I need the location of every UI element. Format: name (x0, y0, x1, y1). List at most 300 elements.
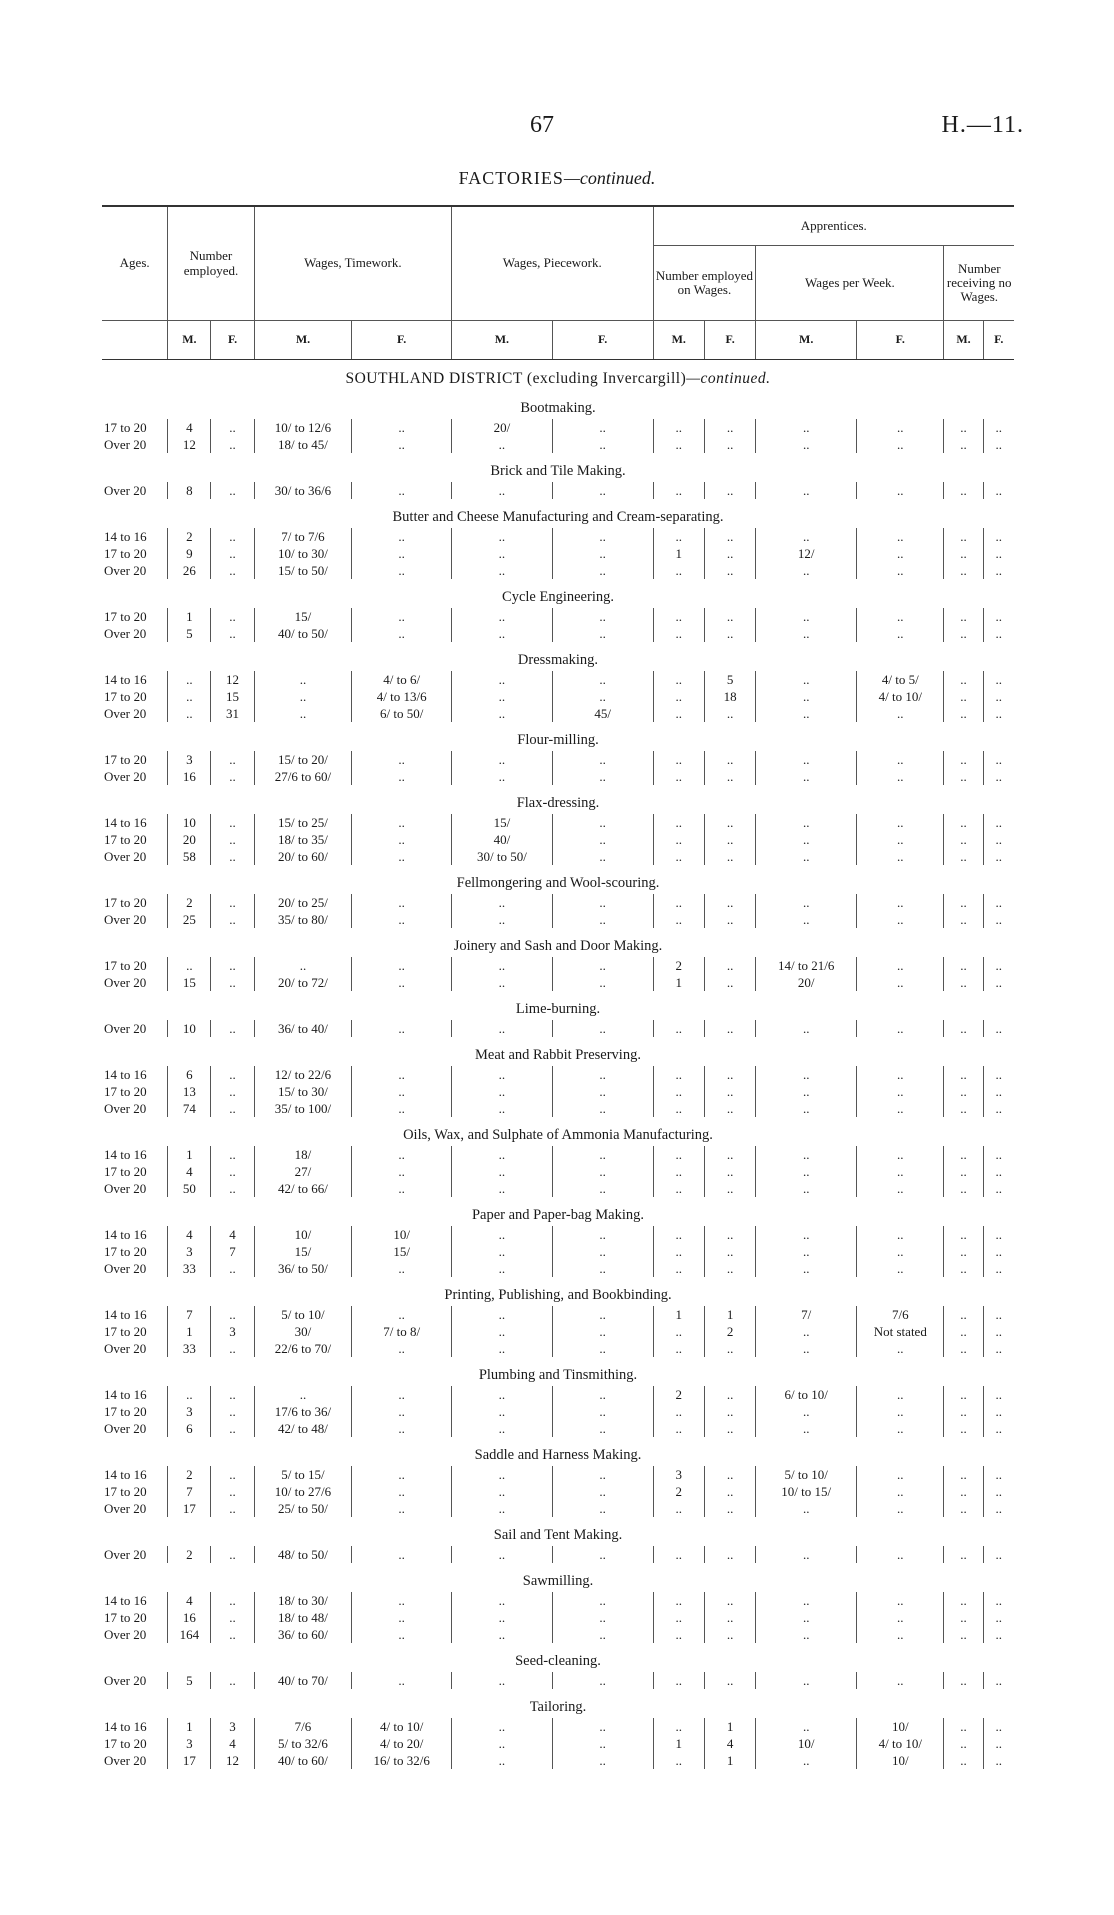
apprentice-employed-m-cell: .. (653, 1146, 704, 1163)
timework-f-cell: 15/ (352, 1243, 452, 1260)
timework-m-cell: 5/ to 15/ (254, 1466, 352, 1483)
employed-m-cell: 8 (168, 482, 211, 499)
timework-m-cell: 40/ to 50/ (254, 625, 352, 642)
apprentice-wage-f-cell: .. (857, 911, 944, 928)
apprentice-employed-m-cell: .. (653, 671, 704, 688)
no-wage-m-cell: .. (944, 814, 983, 831)
employed-m-cell: 16 (168, 1609, 211, 1626)
header-wages-timework: Wages, Timework. (254, 206, 451, 321)
apprentice-employed-f-cell: .. (704, 545, 755, 562)
table-row (102, 1386, 1014, 1403)
piecework-f-cell: .. (552, 1626, 653, 1643)
header-apprentices-no-wages: Number receiving no Wages. (946, 260, 1012, 305)
district-suffix: —continued. (686, 370, 771, 387)
no-wage-f-cell: .. (995, 563, 1003, 578)
apprentice-employed-m-cell: 2 (653, 1483, 704, 1500)
age-cell: Over 20 (102, 1500, 168, 1517)
timework-f-cell: .. (352, 1672, 452, 1689)
no-wage-f-cell: .. (995, 1227, 1003, 1242)
apprentice-wage-f-cell: .. (857, 562, 944, 579)
no-wage-f-cell: .. (995, 1753, 1003, 1768)
no-wage-m-cell: .. (944, 625, 983, 642)
timework-f-cell: .. (352, 814, 452, 831)
apprentice-employed-m-cell: .. (653, 1243, 704, 1260)
apprentice-employed-f-cell: 2 (704, 1323, 755, 1340)
apprentice-employed-f-cell: .. (704, 974, 755, 991)
timework-f-cell: .. (352, 482, 452, 499)
timework-f-cell: .. (352, 1180, 452, 1197)
no-wage-m-cell: .. (944, 1180, 983, 1197)
no-wage-f-cell: .. (995, 1244, 1003, 1259)
apprentice-employed-m-cell: .. (653, 705, 704, 722)
employed-f-cell: .. (211, 1163, 254, 1180)
employed-f-cell: 31 (211, 705, 254, 722)
piecework-m-cell: .. (452, 545, 553, 562)
piecework-m-cell: .. (452, 911, 553, 928)
piecework-f-cell: .. (552, 1083, 653, 1100)
piecework-f-cell: .. (552, 848, 653, 865)
apprentice-wage-m-cell: .. (756, 1323, 857, 1340)
section-heading: Sawmilling. (522, 1573, 594, 1589)
no-wage-m-cell: .. (944, 482, 983, 499)
apprentice-employed-f-cell: .. (704, 608, 755, 625)
apprentice-wage-m-cell: .. (756, 1226, 857, 1243)
piecework-m-cell: .. (452, 1340, 553, 1357)
no-wage-m-cell: .. (944, 1100, 983, 1117)
apprentice-wage-m-cell: .. (756, 1592, 857, 1609)
apprentice-employed-m-cell: .. (653, 1020, 704, 1037)
timework-m-cell: 20/ to 25/ (254, 894, 352, 911)
timework-m-cell: 27/ (254, 1163, 352, 1180)
piecework-m-cell: .. (452, 1592, 553, 1609)
section-heading: Butter and Cheese Manufacturing and Cream-separating. (392, 509, 724, 525)
section-heading: Printing, Publishing, and Bookbinding. (444, 1287, 672, 1303)
title-main: FACTORIES (458, 168, 564, 188)
employed-m-cell: 33 (168, 1340, 211, 1357)
employed-m-cell: 10 (168, 1020, 211, 1037)
timework-m-cell: 18/ to 35/ (254, 831, 352, 848)
section-heading: Flour-milling. (517, 732, 599, 748)
piecework-m-cell: .. (452, 1180, 553, 1197)
employed-f-cell: .. (211, 436, 254, 453)
employed-m-cell: 12 (168, 436, 211, 453)
apprentice-wage-m-cell: .. (756, 1340, 857, 1357)
table-row (102, 625, 1014, 642)
table-row (102, 911, 1014, 928)
table-row (102, 1306, 1014, 1323)
apprentice-employed-f-cell: .. (704, 911, 755, 928)
age-cell: Over 20 (102, 705, 168, 722)
apprentice-employed-m-cell: .. (653, 1083, 704, 1100)
timework-f-cell: 4/ to 6/ (352, 671, 452, 688)
piecework-f-cell: .. (552, 1323, 653, 1340)
apprentice-wage-m-cell: .. (756, 1066, 857, 1083)
timework-f-cell: .. (352, 625, 452, 642)
header-ages-sub (102, 321, 168, 360)
header-number-employed: Number employed. (168, 206, 254, 321)
apprentice-wage-m-cell: 20/ (756, 974, 857, 991)
apprentice-employed-f-cell: .. (704, 419, 755, 436)
piecework-f-cell: .. (552, 419, 653, 436)
timework-f-cell: .. (352, 1609, 452, 1626)
timework-m-cell: .. (254, 671, 352, 688)
header-m: M. (452, 321, 553, 360)
apprentice-wage-f-cell: .. (857, 1260, 944, 1277)
piecework-m-cell: 15/ (452, 814, 553, 831)
no-wage-m-cell: .. (944, 1500, 983, 1517)
timework-f-cell: .. (352, 957, 452, 974)
no-wage-m-cell: .. (944, 848, 983, 865)
table-row (102, 1180, 1014, 1197)
timework-m-cell: 15/ to 20/ (254, 751, 352, 768)
no-wage-f-cell: .. (995, 1181, 1003, 1196)
age-cell: 14 to 16 (102, 1386, 168, 1403)
timework-m-cell: 15/ to 50/ (254, 562, 352, 579)
no-wage-m-cell: .. (944, 608, 983, 625)
piecework-f-cell: .. (552, 1306, 653, 1323)
timework-f-cell: .. (352, 436, 452, 453)
section-heading-row (102, 1117, 1014, 1146)
apprentice-employed-f-cell: .. (704, 1592, 755, 1609)
employed-f-cell: .. (211, 1609, 254, 1626)
piecework-f-cell: .. (552, 1243, 653, 1260)
apprentice-employed-f-cell: 1 (704, 1718, 755, 1735)
apprentice-employed-m-cell: .. (653, 1592, 704, 1609)
section-heading: Bootmaking. (520, 400, 596, 416)
district-heading-row (102, 360, 1014, 391)
timework-f-cell: .. (352, 419, 452, 436)
no-wage-f-cell: .. (995, 1067, 1003, 1082)
apprentice-wage-f-cell: .. (857, 1546, 944, 1563)
no-wage-m-cell: .. (944, 1466, 983, 1483)
employed-m-cell: 6 (168, 1420, 211, 1437)
piecework-m-cell: .. (452, 1020, 553, 1037)
section-heading-row (102, 1037, 1014, 1066)
piecework-f-cell: .. (552, 671, 653, 688)
timework-m-cell: .. (254, 688, 352, 705)
timework-f-cell: .. (352, 894, 452, 911)
age-cell: Over 20 (102, 562, 168, 579)
employed-f-cell: .. (211, 894, 254, 911)
apprentice-wage-f-cell: .. (857, 1672, 944, 1689)
piecework-f-cell: .. (552, 1609, 653, 1626)
apprentice-wage-m-cell: .. (756, 1718, 857, 1735)
apprentice-wage-m-cell: .. (756, 482, 857, 499)
table-row (102, 705, 1014, 722)
piecework-m-cell: 40/ (452, 831, 553, 848)
apprentice-employed-f-cell: 1 (704, 1752, 755, 1769)
timework-m-cell: .. (254, 957, 352, 974)
timework-m-cell: 15/ (254, 1243, 352, 1260)
piecework-m-cell: .. (452, 562, 553, 579)
header-apprentices-number-employed: Number employed on Wages. (653, 246, 756, 321)
piecework-m-cell: .. (452, 1083, 553, 1100)
timework-m-cell: 10/ to 27/6 (254, 1483, 352, 1500)
apprentice-wage-f-cell: .. (857, 482, 944, 499)
table-row (102, 1146, 1014, 1163)
no-wage-f-cell: .. (995, 1610, 1003, 1625)
no-wage-m-cell: .. (944, 1226, 983, 1243)
apprentice-wage-f-cell: .. (857, 1100, 944, 1117)
no-wage-m-cell: .. (944, 1260, 983, 1277)
timework-f-cell: 4/ to 20/ (352, 1735, 452, 1752)
employed-f-cell: .. (211, 1100, 254, 1117)
employed-f-cell: .. (211, 957, 254, 974)
employed-f-cell: .. (211, 1483, 254, 1500)
piecework-f-cell: .. (552, 436, 653, 453)
employed-m-cell: 26 (168, 562, 211, 579)
table-row (102, 1020, 1014, 1037)
apprentice-employed-f-cell: .. (704, 1466, 755, 1483)
table-row (102, 1609, 1014, 1626)
no-wage-m-cell: .. (944, 1546, 983, 1563)
apprentice-employed-m-cell: .. (653, 1340, 704, 1357)
section-heading-row (102, 1197, 1014, 1226)
section-heading: Cycle Engineering. (502, 589, 614, 605)
age-cell: 17 to 20 (102, 1735, 168, 1752)
piecework-m-cell: 30/ to 50/ (452, 848, 553, 865)
apprentice-employed-f-cell: .. (704, 1609, 755, 1626)
age-cell: Over 20 (102, 1546, 168, 1563)
no-wage-f-cell: .. (995, 1307, 1003, 1322)
section-heading-row (102, 865, 1014, 894)
piecework-m-cell: .. (452, 974, 553, 991)
apprentice-employed-m-cell: .. (653, 1420, 704, 1437)
no-wage-f-cell: .. (995, 1387, 1003, 1402)
table-row (102, 1323, 1014, 1340)
header-m: M. (653, 321, 704, 360)
apprentice-wage-f-cell: 7/6 (857, 1306, 944, 1323)
header-m: M. (168, 321, 211, 360)
employed-f-cell: .. (211, 482, 254, 499)
age-cell: 17 to 20 (102, 1323, 168, 1340)
piecework-f-cell: .. (552, 1735, 653, 1752)
apprentice-wage-m-cell: .. (756, 688, 857, 705)
apprentice-wage-f-cell: .. (857, 1146, 944, 1163)
apprentice-wage-f-cell: .. (857, 1500, 944, 1517)
employed-m-cell: 164 (168, 1626, 211, 1643)
employed-m-cell: 2 (168, 528, 211, 545)
apprentice-employed-m-cell: .. (653, 1546, 704, 1563)
section-heading-row (102, 1563, 1014, 1592)
employed-m-cell: 25 (168, 911, 211, 928)
age-cell: Over 20 (102, 768, 168, 785)
age-cell: 17 to 20 (102, 1083, 168, 1100)
timework-m-cell: 35/ to 80/ (254, 911, 352, 928)
section-heading: Seed-cleaning. (515, 1653, 601, 1669)
no-wage-m-cell: .. (944, 1483, 983, 1500)
apprentice-wage-f-cell: .. (857, 894, 944, 911)
section-heading: Dressmaking. (517, 652, 599, 668)
apprentice-wage-m-cell: 10/ (756, 1735, 857, 1752)
apprentice-wage-f-cell: 10/ (857, 1718, 944, 1735)
apprentice-employed-f-cell: .. (704, 831, 755, 848)
apprentice-employed-f-cell: .. (704, 768, 755, 785)
timework-f-cell: 7/ to 8/ (352, 1323, 452, 1340)
apprentice-employed-m-cell: .. (653, 1718, 704, 1735)
employed-m-cell: 7 (168, 1483, 211, 1500)
age-cell: 14 to 16 (102, 1226, 168, 1243)
age-cell: 17 to 20 (102, 1243, 168, 1260)
no-wage-m-cell: .. (944, 1592, 983, 1609)
timework-m-cell: 18/ to 45/ (254, 436, 352, 453)
apprentice-wage-m-cell: .. (756, 1626, 857, 1643)
employed-m-cell: 1 (168, 1718, 211, 1735)
section-heading-row (102, 579, 1014, 608)
age-cell: Over 20 (102, 1672, 168, 1689)
apprentice-wage-m-cell: .. (756, 436, 857, 453)
timework-m-cell: 15/ to 30/ (254, 1083, 352, 1100)
no-wage-m-cell: .. (944, 1146, 983, 1163)
employed-m-cell: 10 (168, 814, 211, 831)
employed-m-cell: 2 (168, 1546, 211, 1563)
no-wage-f-cell: .. (995, 1547, 1003, 1562)
no-wage-m-cell: .. (944, 1752, 983, 1769)
apprentice-wage-f-cell: .. (857, 1626, 944, 1643)
apprentice-employed-m-cell: .. (653, 1260, 704, 1277)
table-row (102, 545, 1014, 562)
apprentice-wage-f-cell: .. (857, 1420, 944, 1437)
table-row (102, 894, 1014, 911)
timework-m-cell: 20/ to 60/ (254, 848, 352, 865)
apprentice-employed-m-cell: .. (653, 419, 704, 436)
apprentice-wage-m-cell: .. (756, 1546, 857, 1563)
table-row (102, 1718, 1014, 1735)
timework-f-cell: .. (352, 1146, 452, 1163)
piecework-m-cell: 20/ (452, 419, 553, 436)
apprentice-employed-f-cell: .. (704, 1626, 755, 1643)
piecework-f-cell: .. (552, 1226, 653, 1243)
no-wage-f-cell: .. (995, 832, 1003, 847)
section-heading: Meat and Rabbit Preserving. (475, 1047, 641, 1063)
apprentice-employed-f-cell: 1 (704, 1306, 755, 1323)
apprentice-wage-m-cell: .. (756, 1500, 857, 1517)
no-wage-f-cell: .. (995, 1593, 1003, 1608)
apprentice-wage-m-cell: .. (756, 1260, 857, 1277)
apprentice-wage-m-cell: .. (756, 528, 857, 545)
apprentice-employed-m-cell: .. (653, 1500, 704, 1517)
no-wage-f-cell: .. (995, 689, 1003, 704)
apprentice-wage-f-cell: .. (857, 545, 944, 562)
apprentice-employed-m-cell: .. (653, 894, 704, 911)
no-wage-f-cell: .. (995, 672, 1003, 687)
apprentice-employed-f-cell: 18 (704, 688, 755, 705)
piecework-f-cell: .. (552, 911, 653, 928)
piecework-f-cell: .. (552, 1420, 653, 1437)
apprentice-employed-m-cell: 1 (653, 1735, 704, 1752)
employed-m-cell: 2 (168, 894, 211, 911)
no-wage-m-cell: .. (944, 1020, 983, 1037)
no-wage-f-cell: .. (995, 1261, 1003, 1276)
no-wage-m-cell: .. (944, 768, 983, 785)
section-heading-row (102, 499, 1014, 528)
timework-f-cell: .. (352, 1100, 452, 1117)
no-wage-m-cell: .. (944, 894, 983, 911)
piecework-m-cell: .. (452, 1466, 553, 1483)
section-heading-row (102, 642, 1014, 671)
piecework-f-cell: .. (552, 1483, 653, 1500)
piecework-m-cell: .. (452, 1243, 553, 1260)
employed-f-cell: .. (211, 1066, 254, 1083)
piecework-f-cell: .. (552, 1146, 653, 1163)
timework-f-cell: .. (352, 1083, 452, 1100)
piecework-m-cell: .. (452, 1323, 553, 1340)
employed-f-cell: .. (211, 1340, 254, 1357)
piecework-f-cell: .. (552, 688, 653, 705)
section-heading: Tailoring. (529, 1699, 587, 1715)
apprentice-employed-f-cell: .. (704, 814, 755, 831)
employed-f-cell: .. (211, 751, 254, 768)
age-cell: 17 to 20 (102, 957, 168, 974)
employed-f-cell: 4 (211, 1226, 254, 1243)
employed-m-cell: 5 (168, 1672, 211, 1689)
timework-m-cell: 18/ (254, 1146, 352, 1163)
employed-m-cell: 3 (168, 1243, 211, 1260)
table-row (102, 1735, 1014, 1752)
piecework-f-cell: .. (552, 814, 653, 831)
timework-f-cell: 4/ to 10/ (352, 1718, 452, 1735)
timework-m-cell: 35/ to 100/ (254, 1100, 352, 1117)
piecework-m-cell: .. (452, 482, 553, 499)
employed-m-cell: 16 (168, 768, 211, 785)
timework-m-cell: 15/ to 25/ (254, 814, 352, 831)
age-cell: 14 to 16 (102, 1466, 168, 1483)
employed-f-cell: 7 (211, 1243, 254, 1260)
apprentice-wage-f-cell: 10/ (857, 1752, 944, 1769)
table-row (102, 436, 1014, 453)
apprentice-employed-f-cell: .. (704, 1420, 755, 1437)
employed-f-cell: .. (211, 911, 254, 928)
timework-m-cell: 40/ to 70/ (254, 1672, 352, 1689)
piecework-f-cell: .. (552, 1066, 653, 1083)
employed-f-cell: .. (211, 562, 254, 579)
no-wage-m-cell: .. (944, 1735, 983, 1752)
apprentice-wage-f-cell: 4/ to 5/ (857, 671, 944, 688)
piecework-m-cell: .. (452, 1386, 553, 1403)
employed-f-cell: .. (211, 768, 254, 785)
piecework-m-cell: .. (452, 1066, 553, 1083)
apprentice-wage-f-cell: .. (857, 1466, 944, 1483)
piecework-f-cell: .. (552, 528, 653, 545)
piecework-f-cell: .. (552, 1592, 653, 1609)
timework-m-cell: 42/ to 48/ (254, 1420, 352, 1437)
apprentice-wage-m-cell: .. (756, 848, 857, 865)
apprentice-employed-f-cell: .. (704, 1672, 755, 1689)
apprentice-wage-f-cell: .. (857, 1386, 944, 1403)
piecework-m-cell: .. (452, 625, 553, 642)
no-wage-f-cell: .. (995, 815, 1003, 830)
header-apprentices-wages-per-week: Wages per Week. (756, 246, 944, 321)
apprentice-employed-m-cell: .. (653, 562, 704, 579)
piecework-m-cell: .. (452, 608, 553, 625)
timework-m-cell: 20/ to 72/ (254, 974, 352, 991)
timework-m-cell: 5/ to 10/ (254, 1306, 352, 1323)
piecework-f-cell: .. (552, 1260, 653, 1277)
employed-f-cell: .. (211, 848, 254, 865)
table-row (102, 848, 1014, 865)
apprentice-employed-m-cell: .. (653, 436, 704, 453)
timework-m-cell: 22/6 to 70/ (254, 1340, 352, 1357)
timework-f-cell: 6/ to 50/ (352, 705, 452, 722)
timework-f-cell: .. (352, 1626, 452, 1643)
employed-m-cell: .. (168, 688, 211, 705)
no-wage-f-cell: .. (995, 1421, 1003, 1436)
section-heading-row (102, 1277, 1014, 1306)
header-f: F. (552, 321, 653, 360)
apprentice-wage-f-cell: .. (857, 1483, 944, 1500)
apprentice-employed-m-cell: .. (653, 528, 704, 545)
piecework-f-cell: .. (552, 1546, 653, 1563)
